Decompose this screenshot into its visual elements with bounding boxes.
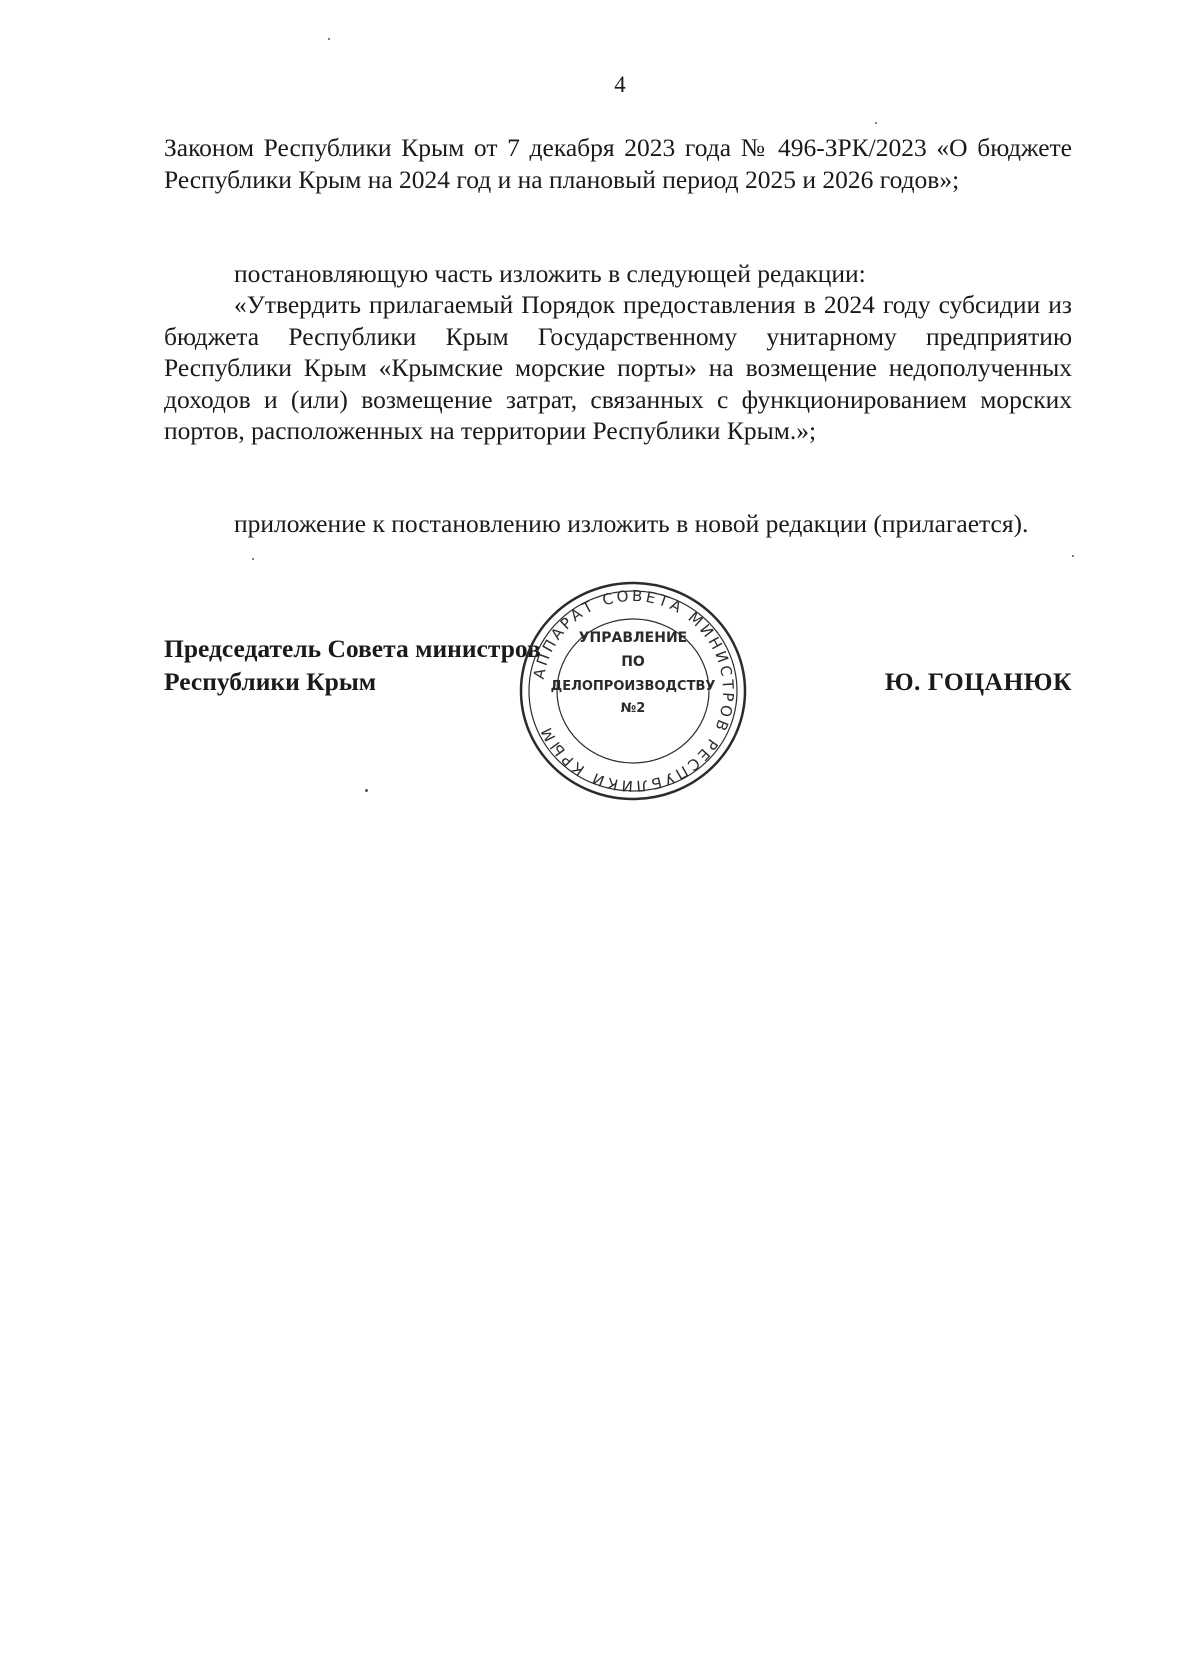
law-reference-text: Законом Республики Крым от 7 декабря 2023 года № 496-ЗРК/2023 «О бюджете Республики Крым на 2024 год и на плановый период 2025 и 2026 годов»;: [164, 133, 1072, 194]
signatory-title: [164, 632, 541, 698]
official-stamp: [517, 578, 749, 804]
stamp-ring-text: АППАРАТ СОВЕТА МИНИСТРОВ РЕСПУБЛИКИ КРЫМ: [529, 586, 738, 796]
signer-name: Ю. ГОЦАНЮК: [884, 667, 1072, 696]
signatory-title-line2: Республики Крым: [164, 667, 377, 696]
law-reference-paragraph: [164, 132, 1072, 195]
operative-intro-text: постановляющую часть изложить в следующей редакции:: [234, 259, 866, 288]
scan-speck: [875, 122, 877, 124]
signatory-title-line1: Председатель Совета министров: [164, 634, 541, 663]
quoted-resolution-text: «Утвердить прилагаемый Порядок предоставления в 2024 году субсидии из бюджета Республики Крым Государственному унитарному предприятию Республики Крым «Крымские морские порты» на возмещение недополученных доходов и (или) возмещение затрат, связанных с функционированием морских портов, расположенных на территории Республики Крым.»;: [164, 290, 1072, 445]
annex-paragraph: [164, 508, 1072, 540]
page-number: 4: [614, 72, 626, 97]
scan-speck: [1072, 555, 1074, 557]
annex-text: приложение к постановлению изложить в новой редакции (прилагается).: [234, 509, 1029, 538]
stamp-line3: ДЕЛОПРОИЗВОДСТВУ: [550, 679, 716, 694]
scan-speck: [252, 558, 254, 560]
stamp-line4: №2: [620, 701, 646, 716]
quoted-resolution-paragraph: [164, 289, 1072, 447]
scan-speck: [365, 789, 368, 792]
scan-speck: [328, 38, 330, 40]
operative-intro-paragraph: [164, 258, 1072, 290]
stamp-line2: ПО: [621, 654, 645, 670]
stamp-line1: УПРАВЛЕНИЕ: [578, 630, 688, 646]
stamp-seal-icon: [517, 578, 749, 804]
